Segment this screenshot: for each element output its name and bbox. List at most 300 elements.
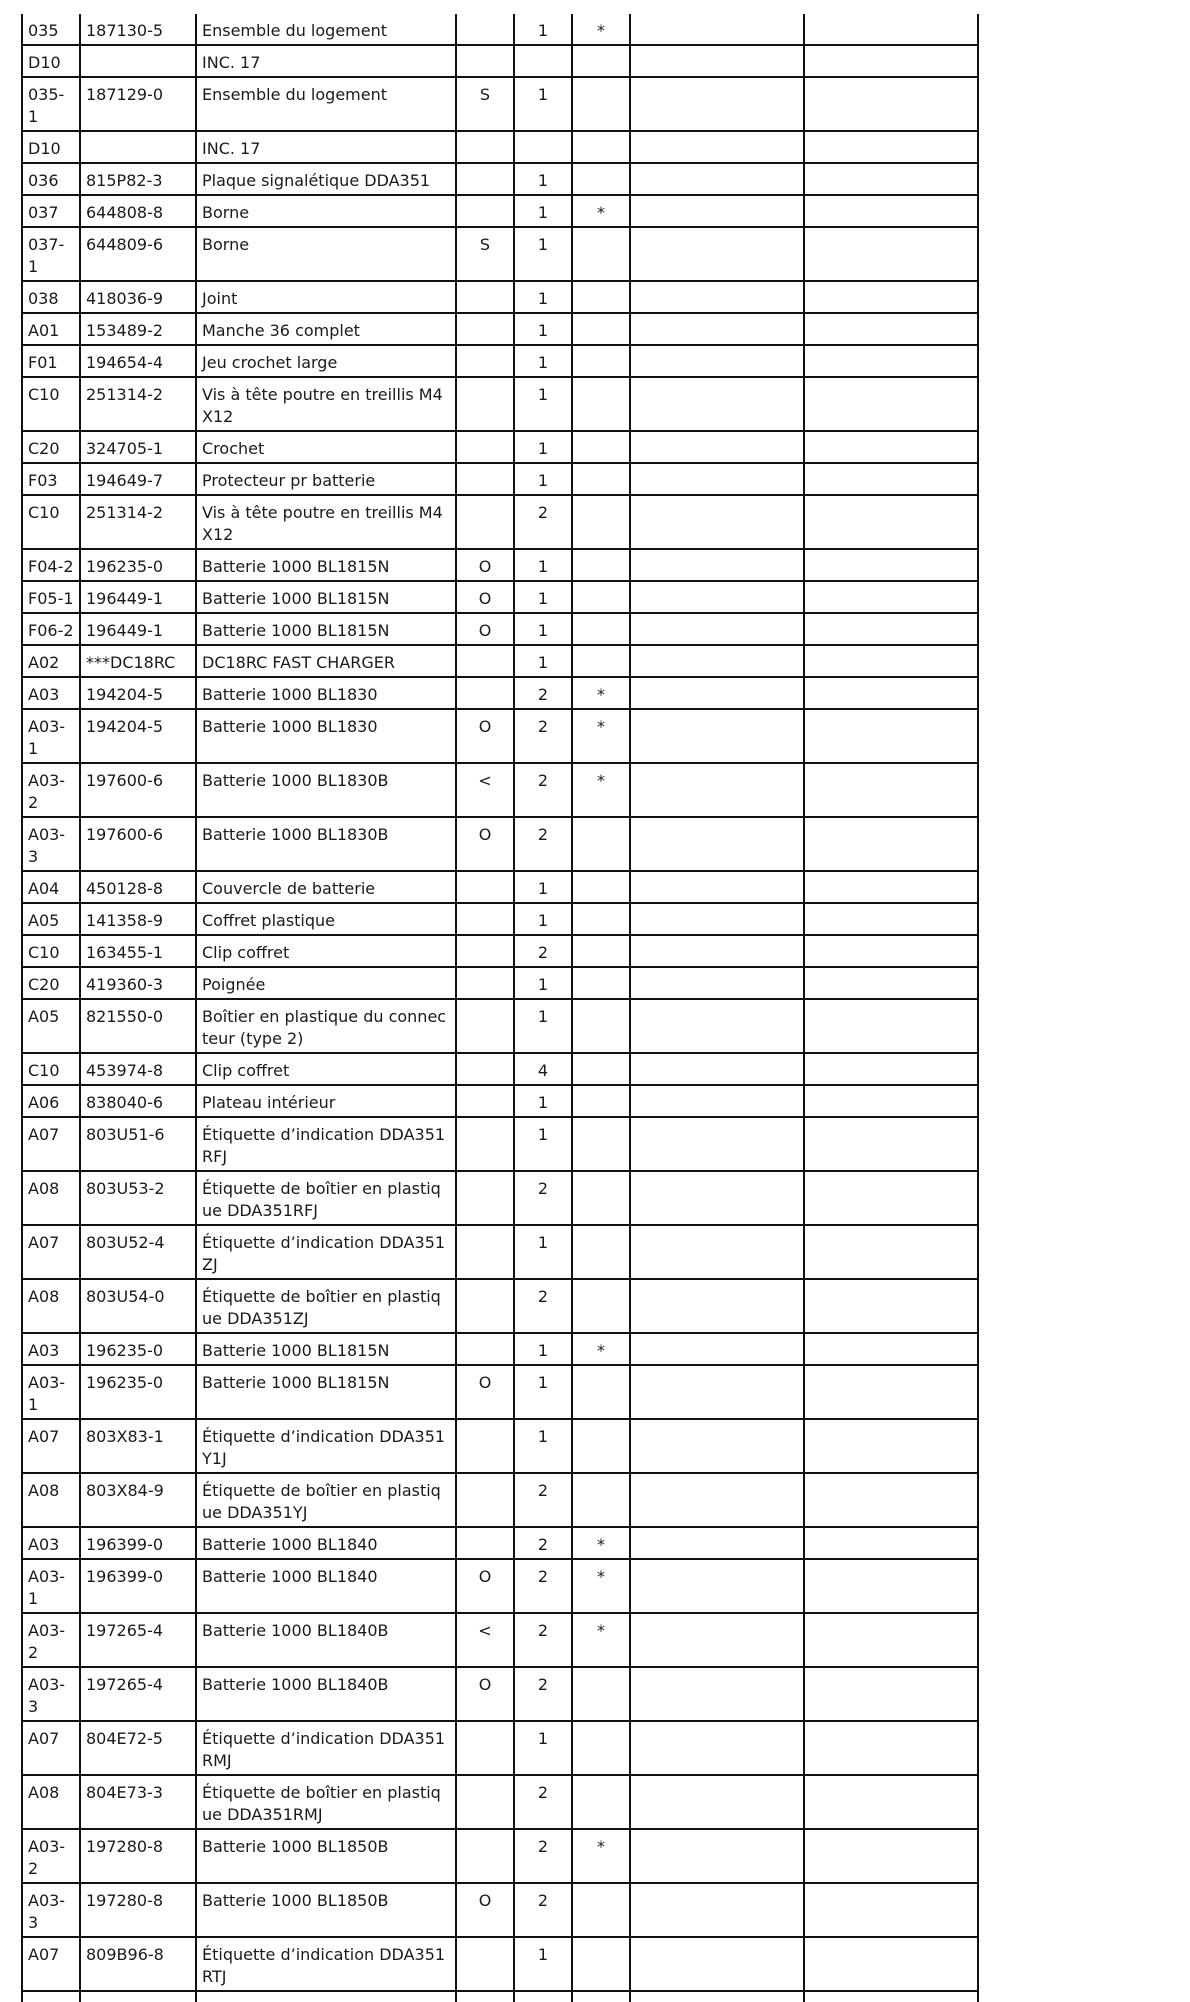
blank-cell-a [630, 1333, 804, 1365]
part-no-cell: 251314-2 [80, 377, 196, 431]
item-no-cell: A06 [22, 1085, 80, 1117]
part-no-cell: 197280-8 [80, 1883, 196, 1937]
part-no-cell: 815P82-3 [80, 163, 196, 195]
blank-cell-b [804, 345, 978, 377]
note-cell: * [572, 677, 630, 709]
part-no-cell: 450128-8 [80, 871, 196, 903]
blank-cell-b [804, 1829, 978, 1883]
table-row [22, 1829, 978, 1883]
blank-cell-b [804, 1085, 978, 1117]
blank-cell-a [630, 1225, 804, 1279]
table-row [22, 549, 978, 581]
note-cell [572, 431, 630, 463]
item-no-cell: D10 [22, 45, 80, 77]
type-cell [456, 1333, 514, 1365]
table-row-continued [22, 1991, 978, 2002]
note-cell: * [572, 709, 630, 763]
part-no-cell: 196235-0 [80, 1333, 196, 1365]
item-no-cell: A05 [22, 903, 80, 935]
quantity-cell: 1 [514, 227, 572, 281]
item-no-cell: F03 [22, 463, 80, 495]
quantity-cell: 2 [514, 763, 572, 817]
type-cell [456, 1225, 514, 1279]
part-no-cell: 251314-2 [80, 495, 196, 549]
table-row [22, 77, 978, 131]
quantity-cell: 2 [514, 1559, 572, 1613]
quantity-cell: 2 [514, 677, 572, 709]
quantity-cell: 2 [514, 1527, 572, 1559]
type-cell [456, 903, 514, 935]
blank-cell-b [804, 377, 978, 431]
item-no-cell: A04 [22, 871, 80, 903]
blank-cell-b [804, 817, 978, 871]
blank-cell-b [804, 581, 978, 613]
note-cell [572, 1419, 630, 1473]
type-cell [456, 1527, 514, 1559]
blank-cell-a [630, 871, 804, 903]
item-no-cell: 037-1 [22, 227, 80, 281]
note-cell [572, 581, 630, 613]
type-cell [456, 195, 514, 227]
item-no-cell: A08 [22, 1279, 80, 1333]
note-cell: * [572, 1527, 630, 1559]
type-cell [456, 1473, 514, 1527]
note-cell [572, 1883, 630, 1937]
parts-list-table [21, 14, 979, 2002]
quantity-cell: 2 [514, 1775, 572, 1829]
table-row [22, 131, 978, 163]
item-no-cell: A03-2 [22, 763, 80, 817]
type-cell: O [456, 613, 514, 645]
table-row [22, 1667, 978, 1721]
note-cell [572, 1721, 630, 1775]
item-no-cell: A03-2 [22, 1829, 80, 1883]
type-cell: O [456, 549, 514, 581]
type-cell [456, 131, 514, 163]
description-cell: Étiquette d’indication DDA351Y1J [196, 1419, 456, 1473]
part-no-cell: 803U54-0 [80, 1279, 196, 1333]
type-cell: < [456, 1613, 514, 1667]
blank-cell-b [804, 313, 978, 345]
note-cell [572, 1085, 630, 1117]
blank-cell-a [630, 1117, 804, 1171]
table-row [22, 1721, 978, 1775]
description-cell: DC18RC FAST CHARGER [196, 645, 456, 677]
blank-cell-a [630, 1775, 804, 1829]
blank-cell-b [804, 431, 978, 463]
type-cell [456, 677, 514, 709]
type-cell [456, 967, 514, 999]
blank-cell-b [804, 935, 978, 967]
item-no-cell: D10 [22, 131, 80, 163]
table-row [22, 14, 978, 45]
description-cell: Batterie 1000 BL1840B [196, 1613, 456, 1667]
blank-cell-b [804, 463, 978, 495]
note-cell [572, 495, 630, 549]
part-no-cell: 324705-1 [80, 431, 196, 463]
item-no-cell: A08 [22, 1171, 80, 1225]
description-cell: Étiquette de boîtier en plastique DDA351RMJ [196, 1775, 456, 1829]
item-no-cell: C10 [22, 377, 80, 431]
part-no-cell: 197600-6 [80, 817, 196, 871]
type-cell [456, 999, 514, 1053]
item-no-cell: F04-2 [22, 549, 80, 581]
note-cell [572, 377, 630, 431]
blank-cell-b [804, 1419, 978, 1473]
type-cell: S [456, 77, 514, 131]
note-cell: * [572, 195, 630, 227]
part-no-cell: 194649-7 [80, 463, 196, 495]
blank-cell-a [630, 195, 804, 227]
part-no-cell: 194204-5 [80, 677, 196, 709]
description-cell: Vis à tête poutre en treillis M4X12 [196, 495, 456, 549]
part-no-cell: 196399-0 [80, 1559, 196, 1613]
type-cell [456, 1829, 514, 1883]
item-no-cell: A03 [22, 1333, 80, 1365]
note-cell: * [572, 1613, 630, 1667]
description-cell: Ensemble du logement [196, 77, 456, 131]
description-cell: Étiquette d’indication DDA351RTJ [196, 1937, 456, 1991]
part-no-cell: 644809-6 [80, 227, 196, 281]
table-row [22, 871, 978, 903]
blank-cell-a [630, 227, 804, 281]
part-no-cell: 803X83-1 [80, 1419, 196, 1473]
table-row [22, 1365, 978, 1419]
part-no-cell: 196449-1 [80, 613, 196, 645]
blank-cell-b [804, 1473, 978, 1527]
description-cell: Plateau intérieur [196, 1085, 456, 1117]
quantity-cell: 1 [514, 1225, 572, 1279]
description-cell: Borne [196, 195, 456, 227]
item-no-cell: A03-3 [22, 1883, 80, 1937]
blank-cell-a [630, 999, 804, 1053]
description-cell: INC. 17 [196, 131, 456, 163]
item-no-cell: A03 [22, 1527, 80, 1559]
blank-cell-b [804, 1365, 978, 1419]
continued-cell [572, 1991, 630, 2002]
blank-cell-a [630, 345, 804, 377]
quantity-cell [514, 131, 572, 163]
part-no-cell: 197265-4 [80, 1613, 196, 1667]
blank-cell-a [630, 549, 804, 581]
description-cell: Manche 36 complet [196, 313, 456, 345]
description-cell: Couvercle de batterie [196, 871, 456, 903]
quantity-cell: 2 [514, 1279, 572, 1333]
table-row [22, 903, 978, 935]
table-row [22, 999, 978, 1053]
blank-cell-b [804, 227, 978, 281]
blank-cell-b [804, 763, 978, 817]
blank-cell-b [804, 677, 978, 709]
item-no-cell: A07 [22, 1117, 80, 1171]
blank-cell-b [804, 1775, 978, 1829]
quantity-cell: 2 [514, 709, 572, 763]
note-cell [572, 227, 630, 281]
item-no-cell: 036 [22, 163, 80, 195]
blank-cell-b [804, 195, 978, 227]
blank-cell-a [630, 1527, 804, 1559]
part-no-cell: 803U51-6 [80, 1117, 196, 1171]
table-row [22, 1419, 978, 1473]
continued-cell [22, 1991, 80, 2002]
table-row [22, 1527, 978, 1559]
item-no-cell: A03-3 [22, 1667, 80, 1721]
part-no-cell [80, 131, 196, 163]
quantity-cell: 1 [514, 431, 572, 463]
type-cell [456, 1117, 514, 1171]
table-row [22, 377, 978, 431]
quantity-cell: 1 [514, 345, 572, 377]
description-cell: Plaque signalétique DDA351 [196, 163, 456, 195]
description-cell: Boîtier en plastique du connecteur (type 2) [196, 999, 456, 1053]
note-cell: * [572, 1333, 630, 1365]
note-cell [572, 1365, 630, 1419]
part-no-cell: ***DC18RC [80, 645, 196, 677]
blank-cell-a [630, 1053, 804, 1085]
note-cell [572, 613, 630, 645]
blank-cell-b [804, 1333, 978, 1365]
description-cell: Batterie 1000 BL1815N [196, 581, 456, 613]
note-cell [572, 817, 630, 871]
type-cell: O [456, 709, 514, 763]
blank-cell-a [630, 581, 804, 613]
note-cell [572, 645, 630, 677]
blank-cell-b [804, 1171, 978, 1225]
description-cell: Batterie 1000 BL1815N [196, 1365, 456, 1419]
blank-cell-b [804, 645, 978, 677]
note-cell [572, 1279, 630, 1333]
blank-cell-a [630, 935, 804, 967]
table-row [22, 313, 978, 345]
description-cell: Ensemble du logement [196, 14, 456, 45]
blank-cell-a [630, 14, 804, 45]
note-cell [572, 999, 630, 1053]
type-cell [456, 45, 514, 77]
note-cell: * [572, 1829, 630, 1883]
table-row [22, 581, 978, 613]
type-cell [456, 645, 514, 677]
quantity-cell: 1 [514, 77, 572, 131]
table-row [22, 1473, 978, 1527]
quantity-cell: 2 [514, 1613, 572, 1667]
quantity-cell: 1 [514, 549, 572, 581]
type-cell [456, 935, 514, 967]
blank-cell-b [804, 1279, 978, 1333]
item-no-cell: 037 [22, 195, 80, 227]
blank-cell-b [804, 1937, 978, 1991]
blank-cell-b [804, 1883, 978, 1937]
type-cell: O [456, 1559, 514, 1613]
table-row [22, 1559, 978, 1613]
blank-cell-b [804, 999, 978, 1053]
table-row [22, 935, 978, 967]
description-cell: Batterie 1000 BL1830B [196, 763, 456, 817]
type-cell [456, 14, 514, 45]
continued-cell [514, 1991, 572, 2002]
quantity-cell: 1 [514, 581, 572, 613]
description-cell: Batterie 1000 BL1830B [196, 817, 456, 871]
type-cell [456, 1053, 514, 1085]
quantity-cell: 2 [514, 817, 572, 871]
type-cell: O [456, 581, 514, 613]
table-row [22, 1171, 978, 1225]
note-cell: * [572, 1559, 630, 1613]
type-cell: O [456, 1883, 514, 1937]
table-row [22, 45, 978, 77]
blank-cell-a [630, 1721, 804, 1775]
quantity-cell: 1 [514, 999, 572, 1053]
quantity-cell: 2 [514, 1883, 572, 1937]
part-no-cell: 804E72-5 [80, 1721, 196, 1775]
item-no-cell: A07 [22, 1937, 80, 1991]
note-cell [572, 967, 630, 999]
part-no-cell: 187130-5 [80, 14, 196, 45]
quantity-cell: 2 [514, 1473, 572, 1527]
quantity-cell: 1 [514, 1117, 572, 1171]
quantity-cell: 1 [514, 1365, 572, 1419]
part-no-cell: 196399-0 [80, 1527, 196, 1559]
table-row [22, 1053, 978, 1085]
note-cell [572, 549, 630, 581]
description-cell: Batterie 1000 BL1830 [196, 677, 456, 709]
item-no-cell: A03-1 [22, 1365, 80, 1419]
part-no-cell: 803X84-9 [80, 1473, 196, 1527]
type-cell [456, 281, 514, 313]
note-cell [572, 163, 630, 195]
quantity-cell: 1 [514, 1085, 572, 1117]
type-cell [456, 1419, 514, 1473]
table-row [22, 709, 978, 763]
note-cell: * [572, 14, 630, 45]
table-row [22, 645, 978, 677]
table-row [22, 1279, 978, 1333]
description-cell: Batterie 1000 BL1815N [196, 613, 456, 645]
item-no-cell: A03-2 [22, 1613, 80, 1667]
blank-cell-a [630, 377, 804, 431]
part-no-cell: 821550-0 [80, 999, 196, 1053]
description-cell: Batterie 1000 BL1830 [196, 709, 456, 763]
part-no-cell: 141358-9 [80, 903, 196, 935]
note-cell [572, 871, 630, 903]
part-no-cell: 453974-8 [80, 1053, 196, 1085]
blank-cell-a [630, 1419, 804, 1473]
quantity-cell: 1 [514, 195, 572, 227]
quantity-cell: 2 [514, 1829, 572, 1883]
description-cell: Étiquette de boîtier en plastique DDA351YJ [196, 1473, 456, 1527]
part-no-cell: 196235-0 [80, 1365, 196, 1419]
part-no-cell: 197600-6 [80, 763, 196, 817]
quantity-cell: 1 [514, 313, 572, 345]
description-cell: Batterie 1000 BL1815N [196, 1333, 456, 1365]
type-cell [456, 163, 514, 195]
description-cell: Clip coffret [196, 935, 456, 967]
type-cell [456, 313, 514, 345]
table-row [22, 463, 978, 495]
blank-cell-a [630, 1559, 804, 1613]
blank-cell-b [804, 495, 978, 549]
table-row [22, 817, 978, 871]
blank-cell-a [630, 77, 804, 131]
description-cell: Batterie 1000 BL1840 [196, 1559, 456, 1613]
blank-cell-a [630, 645, 804, 677]
table-row [22, 613, 978, 645]
quantity-cell: 1 [514, 967, 572, 999]
blank-cell-a [630, 709, 804, 763]
table-row [22, 967, 978, 999]
blank-cell-a [630, 45, 804, 77]
part-no-cell: 197280-8 [80, 1829, 196, 1883]
part-no-cell: 803U52-4 [80, 1225, 196, 1279]
table-row [22, 1225, 978, 1279]
item-no-cell: F05-1 [22, 581, 80, 613]
part-no-cell: 194204-5 [80, 709, 196, 763]
type-cell [456, 463, 514, 495]
type-cell: O [456, 817, 514, 871]
quantity-cell: 2 [514, 935, 572, 967]
blank-cell-a [630, 677, 804, 709]
item-no-cell: A08 [22, 1473, 80, 1527]
part-no-cell: 809B96-8 [80, 1937, 196, 1991]
part-no-cell: 196235-0 [80, 549, 196, 581]
quantity-cell: 2 [514, 1171, 572, 1225]
blank-cell-b [804, 549, 978, 581]
blank-cell-b [804, 1613, 978, 1667]
description-cell: INC. 17 [196, 45, 456, 77]
quantity-cell: 1 [514, 1937, 572, 1991]
description-cell: Batterie 1000 BL1840 [196, 1527, 456, 1559]
type-cell: O [456, 1667, 514, 1721]
blank-cell-a [630, 313, 804, 345]
blank-cell-a [630, 163, 804, 195]
blank-cell-a [630, 1937, 804, 1991]
blank-cell-b [804, 709, 978, 763]
type-cell [456, 431, 514, 463]
blank-cell-b [804, 163, 978, 195]
item-no-cell: C10 [22, 1053, 80, 1085]
table-row [22, 763, 978, 817]
description-cell: Batterie 1000 BL1850B [196, 1829, 456, 1883]
table-row [22, 495, 978, 549]
item-no-cell: A07 [22, 1225, 80, 1279]
blank-cell-a [630, 131, 804, 163]
item-no-cell: A07 [22, 1419, 80, 1473]
quantity-cell: 1 [514, 903, 572, 935]
continued-cell [80, 1991, 196, 2002]
blank-cell-a [630, 1171, 804, 1225]
item-no-cell: A05 [22, 999, 80, 1053]
table-row [22, 227, 978, 281]
part-no-cell: 194654-4 [80, 345, 196, 377]
type-cell: S [456, 227, 514, 281]
blank-cell-b [804, 871, 978, 903]
quantity-cell: 2 [514, 495, 572, 549]
item-no-cell: A01 [22, 313, 80, 345]
description-cell: Vis à tête poutre en treillis M4X12 [196, 377, 456, 431]
blank-cell-a [630, 1613, 804, 1667]
blank-cell-b [804, 131, 978, 163]
note-cell [572, 463, 630, 495]
type-cell [456, 1085, 514, 1117]
description-cell: Batterie 1000 BL1815N [196, 549, 456, 581]
note-cell [572, 1053, 630, 1085]
item-no-cell: C20 [22, 967, 80, 999]
table-row [22, 195, 978, 227]
blank-cell-a [630, 1365, 804, 1419]
blank-cell-b [804, 281, 978, 313]
blank-cell-a [630, 1883, 804, 1937]
type-cell: < [456, 763, 514, 817]
blank-cell-b [804, 967, 978, 999]
